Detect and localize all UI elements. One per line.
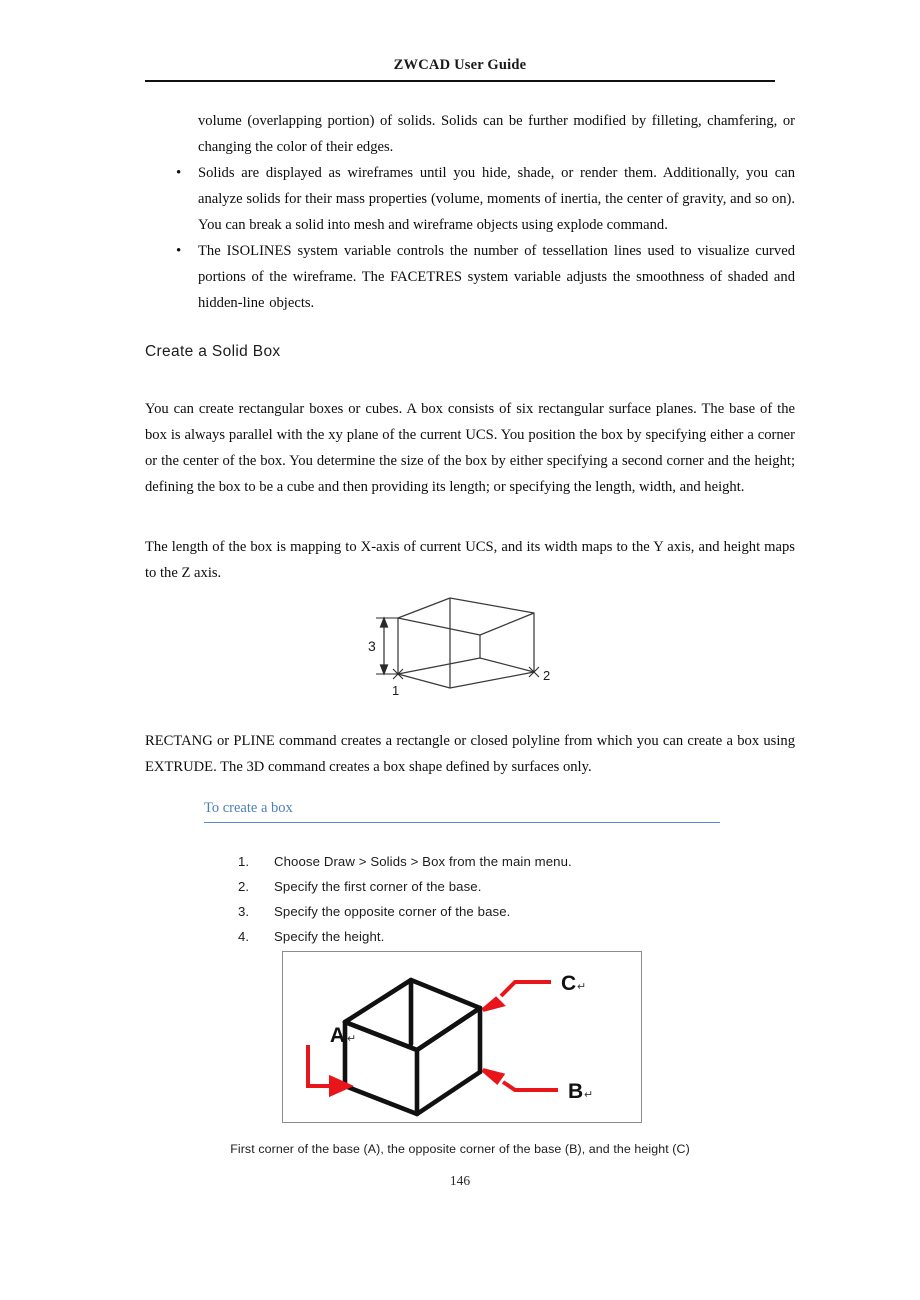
step-number: 4.	[238, 929, 250, 944]
list-item-text: The ISOLINES system variable controls the number of tessellation lines used to visualize curved portions of the wireframe. The FACETRES system variable adjusts the smoothness of shaded and hidden-line objects.	[198, 243, 795, 311]
callout-arrow-b-head	[483, 1070, 502, 1082]
paragraph-rectang-pline: RECTANG or PLINE command creates a rectangle or closed polyline from which you can create a box using EXTRUDE. The 3D command creates a box shape defined by surfaces only.	[145, 733, 795, 775]
box-top-face	[398, 598, 534, 635]
step-text: Specify the opposite corner of the base.	[274, 904, 511, 919]
list-item	[145, 238, 795, 316]
paragraph-create-box: You can create rectangular boxes or cubes. A box consists of six rectangular surface planes. The base of the box is always parallel with the xy plane of the current UCS. You position the box by specifying either a corner or the center of the box. You determine the size of the box by either specifying a second corner and the height; defining the box to be a cube and then providing its length; or specifying the length, width, and height.	[145, 401, 795, 495]
step-text: Specify the first corner of the base.	[274, 879, 482, 894]
dimension-arrow-top	[381, 618, 388, 627]
page-header	[145, 58, 775, 82]
dim-label-height: 3	[368, 638, 376, 654]
box-bottom-face	[398, 658, 534, 688]
bullet-dot-icon: •	[176, 165, 182, 181]
dimension-arrow-bottom	[381, 665, 388, 674]
figure-caption: First corner of the base (A), the opposite corner of the base (B), and the height (C)	[230, 1142, 690, 1156]
list-item	[145, 160, 795, 238]
return-mark-c: ↵	[577, 981, 587, 993]
dim-label-corner-2: 2	[543, 668, 551, 683]
section-heading: Create a Solid Box	[145, 343, 281, 360]
callout-arrow-c-head	[483, 999, 502, 1010]
list-item	[238, 849, 658, 874]
callout-label-c: C	[561, 972, 577, 995]
step-number: 3.	[238, 904, 250, 919]
list-item-text: Solids are displayed as wireframes until you hide, shade, or render them. Additionally, you can analyze solids for their mass properties (volume, moments of inertia, the center of gravity, and so on). You can break a solid into mesh and wireframe objects using explode command.	[198, 165, 795, 233]
return-mark-b: ↵	[584, 1089, 594, 1101]
procedure-title: To create a box	[204, 800, 293, 816]
procedure-heading-block	[204, 798, 720, 823]
dim-label-corner-1: 1	[392, 683, 400, 698]
figure-box-callouts	[282, 951, 642, 1123]
step-text: Choose Draw > Solids > Box from the main menu.	[274, 854, 572, 869]
bullet-dot-icon: •	[176, 243, 182, 259]
callout-label-a: A	[329, 1024, 345, 1047]
paragraph-axis-mapping: The length of the box is mapping to X-axis of current UCS, and its width maps to the Y axis, and height maps to the Z axis.	[145, 539, 795, 581]
step-number: 1.	[238, 854, 250, 869]
callout-arrow-b-line	[503, 1082, 558, 1090]
cube-callout-drawing	[283, 952, 640, 1121]
header-divider	[145, 80, 775, 82]
cube-bottom-front	[345, 1072, 480, 1114]
procedure-divider	[204, 822, 720, 823]
list-item	[238, 899, 658, 924]
step-text: Specify the height.	[274, 929, 385, 944]
list-item	[238, 924, 658, 949]
callout-label-b: B	[568, 1080, 584, 1103]
return-mark-a: ↵	[347, 1033, 357, 1045]
figure-dimensioned-box	[366, 586, 576, 698]
solids-bullet-list	[145, 160, 795, 316]
dimensioned-box-drawing	[366, 586, 576, 698]
page-number: 146	[449, 1173, 471, 1188]
callout-arrow-c-line	[501, 982, 551, 996]
header-title: ZWCAD User Guide	[393, 57, 527, 73]
continued-paragraph: volume (overlapping portion) of solids. Solids can be further modified by filleting, chamfering, or changing the color of their edges.	[198, 113, 795, 155]
top-text-block	[145, 108, 795, 316]
procedure-step-list	[238, 849, 658, 949]
list-item	[238, 874, 658, 899]
step-number: 2.	[238, 879, 250, 894]
